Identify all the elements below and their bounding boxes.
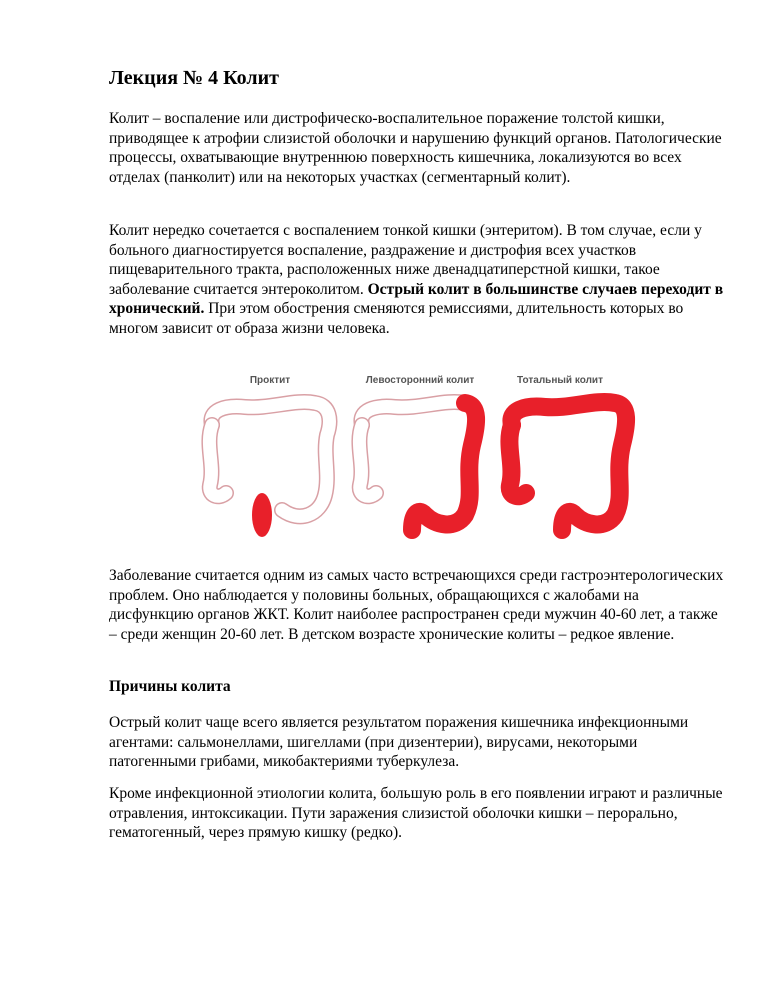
colon-illustrations [190,365,650,555]
label-total-colitis: Тотальный колит [517,375,603,386]
paragraph-enterocolitis-rest: При этом обострения сменяются ремиссиями, длительность которых во многом зависит от образа жизни человека. [109,300,684,337]
paragraph-prevalence: Заболевание считается одним из самых часто встречающихся среди гастроэнтерологических проблем. Оно наблюдается у половины больных, обращающихся с жалобами на дисфункцию органов ЖКТ. Колит наиболее распространен среди мужчин 40-60 лет, а также – среди женщин 20-60 лет. В детском возрасте хронические колиты – редкое явление. [109,567,724,643]
left-colon-inflamed [412,403,476,530]
paragraph-other-causes: Кроме инфекционной этиологии колита, большую роль в его появлении играют и различные отравления, интоксикации. Пути заражения слизистой оболочки кишки – перорально, гематогенный, через прямую кишку (редко). [109,785,723,841]
paragraph-definition: Колит – воспаление или дистрофическо-воспалительное поражение толстой кишки, приводящее к атрофии слизистой оболочки и нарушению функций органов. Патологические процессы, охватывающие внутреннюю поверхность кишечника, локализуются во всех отделах (панколит) или на некоторых участках (сегментарный колит). [109,110,722,186]
label-left-colitis: Левосторонний колит [365,375,475,386]
label-proctitis: Проктит [249,375,291,386]
paragraph-enterocolitis-bold: Острый колит в большинстве случаев переходит в хронический. [109,280,724,317]
colon-proctitis-diagram [209,402,329,537]
heading-causes: Причины колита [109,678,231,695]
total-colon-inflamed [511,402,626,530]
paragraph-acute-causes: Острый колит чаще всего является результатом поражения кишечника инфекционными агентами: сальмонеллами, шигеллами (при дизентерии), вирусами, некоторыми патогенными грибами, микобактериями туберкулеза. [109,714,689,770]
colitis-types-figure [190,365,650,555]
colon-left-sided-diagram [359,402,476,530]
paragraph-enterocolitis [109,221,724,338]
rectum-inflamed [252,493,272,537]
paragraph-enterocolitis-text: Колит нередко сочетается с воспалением тонкой кишки (энтеритом). В том случае, если у больного диагностируется воспаление, раздражение и дистрофия всех участков пищеварительного тракта, расположенных ниже двенадцатиперстной кишки, такое заболевание считается энтероколитом. [109,222,702,298]
colon-total-diagram [509,402,626,530]
lecture-title: Лекция № 4 Колит [109,67,279,89]
